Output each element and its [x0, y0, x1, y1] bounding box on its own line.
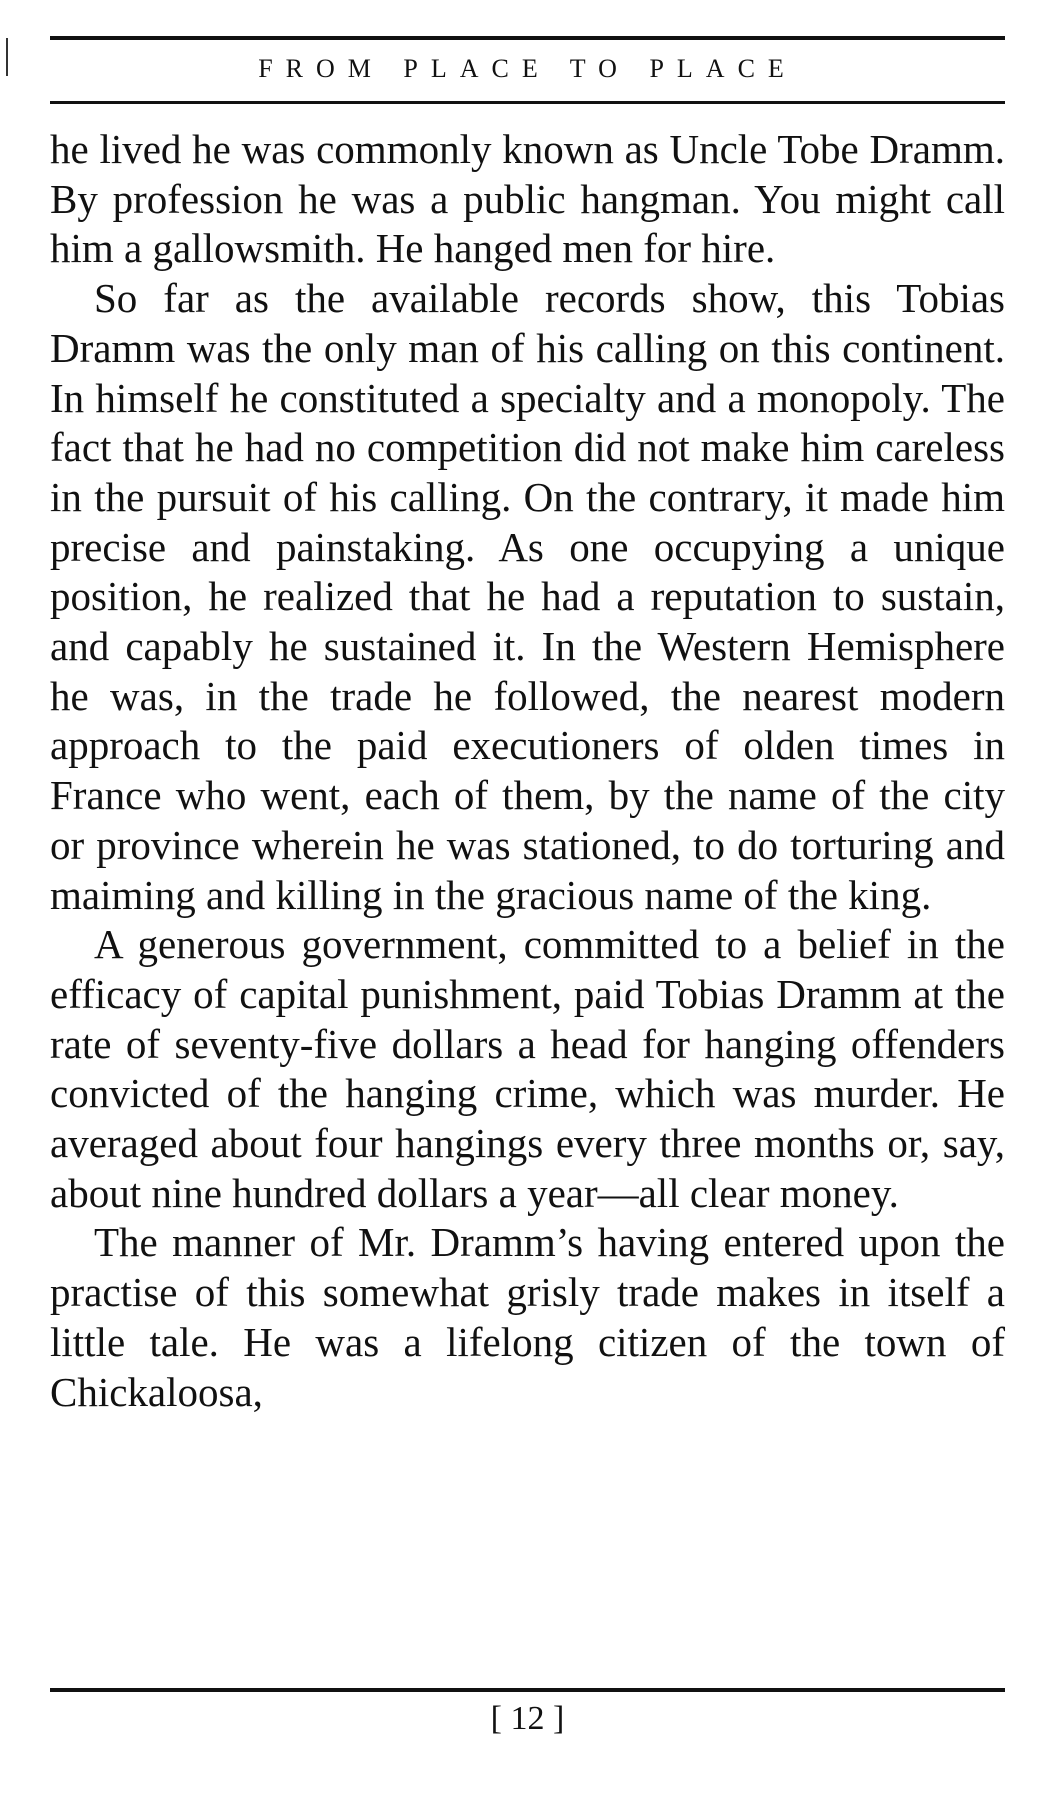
page-number: [ 12 ] [490, 1700, 565, 1737]
header-rule-bottom [50, 101, 1005, 104]
margin-mark [6, 38, 8, 76]
paragraph: So far as the available records show, this Tobias Dramm was the only man of his calling on this continent. In himself he constituted a specialty and a monopoly. The fact that he had no competition did not make him careless in the pursuit of his calling. On the contrary, it made him precise and painstaking. As one occupying a unique position, he realized that he had a reputation to sustain, and capably he sustained it. In the Western Hemisphere he was, in the trade he followed, the nearest modern approach to the paid executioners of olden times in France who went, each of them, by the name of the city or province wherein he was stationed, to do torturing and maiming and killing in the gracious name of the king. [50, 275, 1005, 918]
running-title: FROM PLACE TO PLACE [258, 54, 797, 83]
paragraph: The manner of Mr. Dramm’s having entered upon the practise of this somewhat grisly trade makes in itself a little tale. He was a lifelong citizen of the town of Chickaloosa, [50, 1219, 1005, 1415]
paragraph-continued: he lived he was commonly known as Uncle Tobe Dramm. By profession he was a public hangman. You might call him a gallowsmith. He hanged men for hire. [50, 126, 1005, 272]
paragraph: A generous government, committed to a belief in the efficacy of capital punishment, paid Tobias Dramm at the rate of seventy-five dollars a head for hanging offenders convicted of the hanging crime, which was murder. He averaged about four hangings every three months or, say, about nine hundred dollars a year—all clear money. [50, 921, 1005, 1216]
header-rule-top [50, 36, 1005, 40]
body-text [50, 125, 1005, 1685]
footer-rule [50, 1688, 1005, 1692]
book-page [50, 0, 1005, 1815]
